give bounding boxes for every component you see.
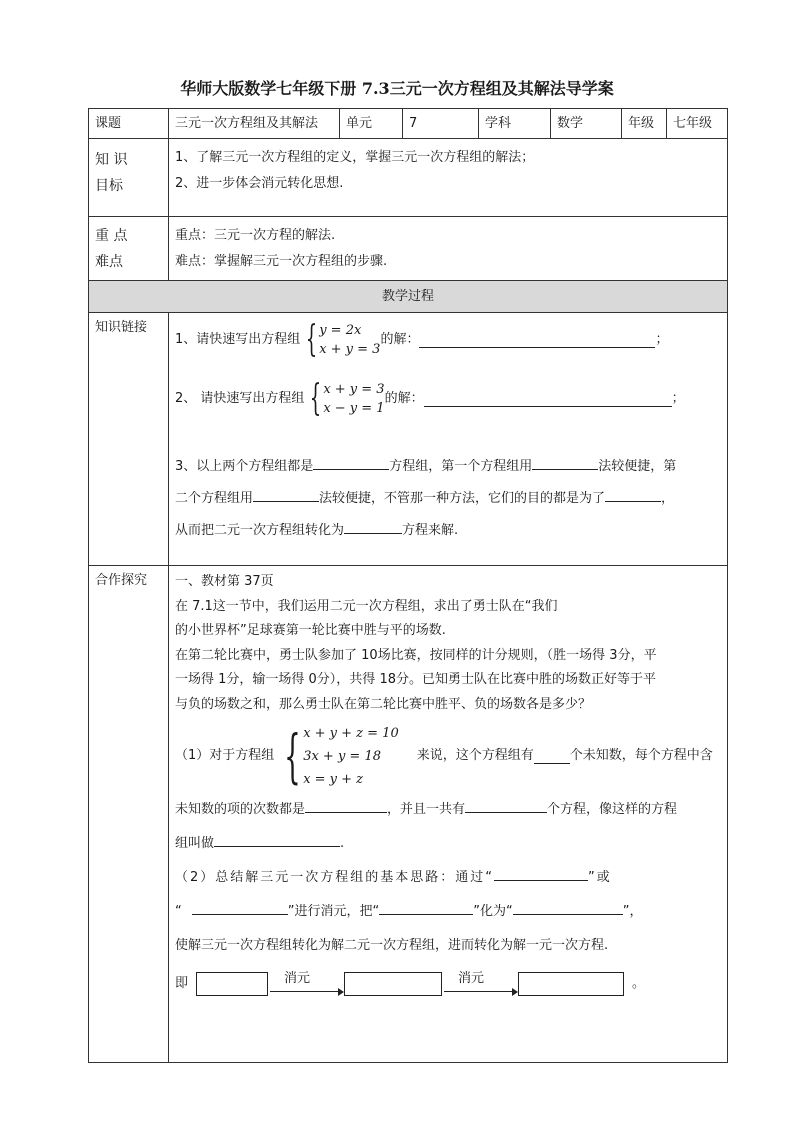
answer-blank[interactable] [192,900,288,915]
elimination-arrow-icon: 消元 [268,970,344,998]
knowledge-q3: 3、以上两个方程组都是 方程组，第一个方程组用 法较便捷，第 二个方程组用 法较便捷，不管那一种方法，它们的目的都是为了 ， 从而把二元一次方程组转化为 方程来解. [175,451,721,547]
answer-blank[interactable] [494,866,588,881]
answer-blank[interactable] [465,798,547,813]
focus-label-1: 重 点 [95,228,128,244]
unit-value: 7 [403,109,479,139]
elimination-arrow-icon: 消元 [442,970,518,998]
header-row [89,109,728,139]
explore-q1: （1）对于方程组 { x + y + z = 10 3x + y = 18 x = y + z 来说，这个方程组有 个未知数，每个方程中含 [175,722,713,790]
goals-label-1: 知 识 [95,152,128,168]
grade-label: 年级 [622,109,667,139]
answer-blank[interactable] [513,900,623,915]
goal-item-1: 1、了解三元一次方程组的定义，掌握三元一次方程组的解法； [175,150,535,165]
answer-blank[interactable] [419,333,655,348]
goals-label-2: 目标 [95,178,123,194]
answer-blank[interactable] [313,455,389,470]
answer-blank[interactable] [424,392,672,407]
difficulty-point: 难点：掌握解三元一次方程组的步骤. [175,254,388,269]
grade-value: 七年级 [667,109,728,139]
focus-label-2: 难点 [95,254,123,270]
answer-blank[interactable] [532,455,598,470]
process-header-row [89,281,728,313]
lesson-table [88,108,728,1063]
unit-label: 单元 [340,109,403,139]
answer-blank[interactable] [305,798,387,813]
process-header: 教学过程 [89,281,728,313]
goals-row [89,139,728,217]
goal-item-2: 2、进一步体会消元转化思想. [175,176,344,191]
explore-label: 合作探究 [89,566,169,1063]
equation-system-3: { x + y + z = 10 3x + y = 18 x = y + z [284,722,399,790]
answer-blank[interactable] [253,487,319,502]
key-point: 重点：三元一次方程的解法. [175,228,336,243]
course-value: 三元一次方程组及其解法 [169,109,340,139]
knowledge-label: 知识链接 [89,313,169,566]
knowledge-q2: 2、 请快速写出方程组 { x + y = 3 x − y = 1 的解： ； [175,378,685,419]
elimination-flow: 即 消元 消元 。 [175,969,721,999]
knowledge-q1: 1、请快速写出方程组 { y = 2x x + y = 3 的解： ； [175,319,669,360]
answer-blank[interactable] [344,519,402,534]
flow-box-1[interactable] [196,972,268,996]
knowledge-row [89,313,728,566]
course-label: 课题 [89,109,169,139]
explore-section: 一、教材第 37页 [175,574,274,589]
focus-row [89,217,728,281]
subject-label: 学科 [479,109,551,139]
flow-box-3[interactable] [518,972,624,996]
equation-system-1: { y = 2x x + y = 3 [306,319,381,360]
equation-system-2: { x + y = 3 x − y = 1 [310,378,385,419]
answer-blank[interactable] [214,832,340,847]
subject-value: 数学 [551,109,622,139]
answer-blank[interactable] [605,487,661,502]
explore-row: 合作探究 一、教材第 37页 在 7.1这一节中，我们运用二元一次方程组，求出了勇士队在“我们 的小世界杯”足球赛第一轮比赛中胜与平的场数. 在第二轮比赛中，勇士队参加了 10场比赛，按同样的计分规则，（胜一场得 3分，平 一场得 1分，输一场得 0分），共得 18分。已知勇士队在比赛中胜的场数正好等于平 与负的场数之和，那么勇士队在第二轮比赛中胜平、负的场数各是多少？ （1）对于方程组 { x + y + z = 10 3x + y = 18 x = y + z 来说，这个方程组有 个未知数，每个方程中含 未知数的项的次数都是 ，并且一共有 个方程，像这样的方程 组叫做 . （2）总结解三元一次方程组的基本思路：通过“ ”或 “ ”进行消元，把“ ”化为“ ”， 使解三元一次方程组转化为解二元一次方程组，进而转化为解一元一次方程. 即 消元 消元 。 [89,566,728,1063]
answer-blank[interactable] [379,900,473,915]
answer-blank[interactable] [534,749,570,764]
flow-box-2[interactable] [344,972,442,996]
page-title: 华师大版数学七年级下册 7.3三元一次方程组及其解法导学案 [180,79,614,98]
